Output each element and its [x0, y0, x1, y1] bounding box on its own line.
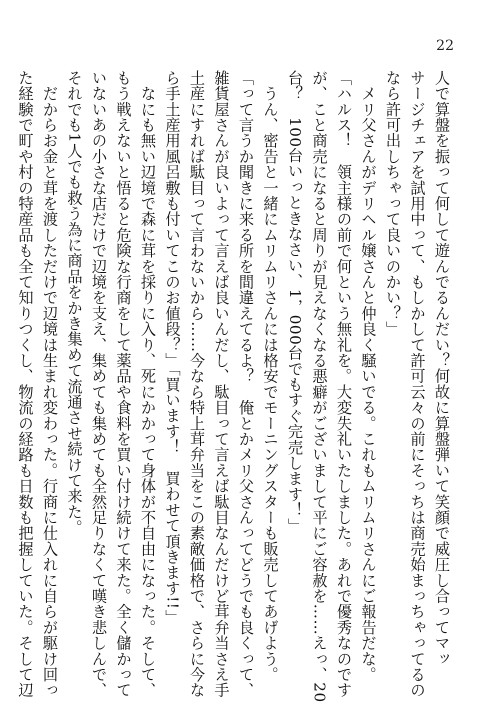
text-line: メリ父さんがデリヘル嬢さんと仲良く騒いでる。これもムリムリさんにご報告だな。 — [359, 70, 378, 683]
text-line: 台？ 100台いっときなさい、1，000台でもすぐ完売します！」 — [286, 70, 304, 534]
text-line: なら許可出しちゃって良いのかい？」 — [384, 70, 402, 337]
vertical-text-body — [16, 70, 454, 703]
text-line: た経験で町や村の特産品も全て知りつくし、物流の経路も日数も把握していた。そして辺 — [16, 70, 35, 698]
text-line: 雑貨屋さんが良いよって言えば良いんだし、駄目って言えば駄目なんだけど茸弁当さえ手 — [212, 70, 231, 698]
text-line: いないあの小さな店だけで辺境を支え、集めても集めても全然足りなくて嘆き悲しんで、 — [90, 70, 108, 698]
page-number: 22 — [436, 38, 454, 54]
text-line: 土産にすれば駄目って言わないから……今なら特上茸弁当をこの素敵価格で、さらに今な — [188, 70, 206, 698]
text-line: ら手土産用風呂敷も付いてこのお値段？」「買います！ 買わせて頂きます!!」 — [163, 70, 182, 626]
text-line: もう戦えないと悟ると危険な行商をして薬品や食料を買い付け続けて来た。全く儲かって — [114, 70, 133, 698]
text-line: 「って言うか聞きに来る所を間違えてるよ？ 俺とかメリ父さんってどうでも良くって、 — [237, 70, 255, 698]
text-line: なにも無い辺境で森に茸を採りに入り、死にかかって身体が不自由になった。そして、 — [139, 70, 157, 698]
text-line: 人で算盤を振って何して遊んでるんだい？何故に算盤弾いて笑顔で威圧し合ってマッ — [433, 70, 451, 667]
text-line: それでも1人でも救う為に商品をかき集めて流通させ続けて来た。 — [65, 70, 84, 536]
text-line: が、こと商売になると周りが見えなくなる悪癖がございまして平にご容赦を……えっ、20 — [310, 70, 329, 703]
text-line: だからお金と茸を渡しただけで辺境は生まれ変わった。行商に仕入れに自らが駆け回っ — [41, 70, 59, 698]
text-line: サージチェアを試用中って、もしかして許可云々の前にそっちは商売始まっちゃってるの — [408, 70, 427, 698]
text-line: 「ハルス！ 領主様の前で何という無礼を。大変失礼いたしました。あれで優秀なのです — [335, 70, 353, 698]
text-line: うん、密告と一緒にムリムリさんには格安でモーニングスターも販売してあげよう。 — [261, 70, 280, 683]
